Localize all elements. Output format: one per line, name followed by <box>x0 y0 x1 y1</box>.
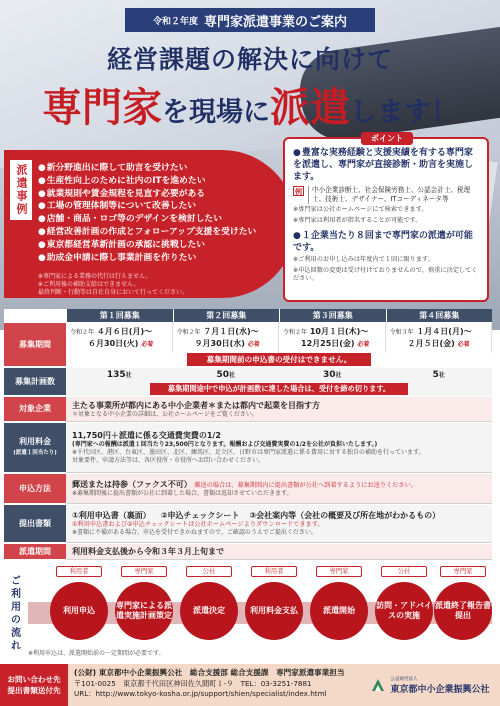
count-unit: 社 <box>125 372 132 379</box>
headline-word-end: します！ <box>350 97 458 128</box>
period-label: 募集期間 <box>4 323 66 367</box>
period-to: ２月５日(金) <box>407 339 455 348</box>
example-label: 例 <box>295 188 302 196</box>
top-banner <box>125 8 375 32</box>
count-unit: 社 <box>438 372 445 379</box>
point-note: ※専門家は利用者が指名することが可能です。 <box>293 216 422 224</box>
fee-label <box>4 423 66 473</box>
fee-row <box>4 423 492 473</box>
period-required: 必着 <box>247 341 260 348</box>
count-value: 135 <box>106 370 126 380</box>
period-era: 令和３年 <box>389 329 414 336</box>
headline-line1: 経営課題の解決に向けて <box>106 45 393 74</box>
point-note: ※専門家は公社ホームページにて検索できます。 <box>293 206 428 213</box>
target-row <box>4 397 492 422</box>
flow-step: 専門家による派遣実施計画策定 <box>115 582 173 640</box>
flow-step: 派遣終了報告書提出 <box>434 582 492 640</box>
docs-cell <box>66 505 492 543</box>
flow-actor: 利用者 <box>251 566 297 577</box>
flow-actor: 公社 <box>186 566 232 577</box>
point-text-2: ● １企業当たり８回まで専門家の派遣が可能です。 <box>293 230 481 254</box>
contact-label-1: お問い合わせ先 <box>7 675 61 684</box>
case-item: ● 助成金申請に際し事業計画を作りたい <box>38 252 256 265</box>
period-era: 令和２年 <box>176 329 201 336</box>
case-item: ● 経営改善計画の作成とフォローアップ支援を受けたい <box>38 226 256 239</box>
headline-line2 <box>0 76 500 133</box>
period-cell <box>66 323 173 353</box>
period-cell <box>279 323 386 353</box>
count-cell <box>173 368 280 382</box>
docs-row <box>4 505 492 543</box>
round-header: 第３回募集 <box>280 309 386 322</box>
round-header: 第１回募集 <box>67 309 173 322</box>
flow-step: 派遣決定 <box>180 582 238 640</box>
count-cell <box>66 368 173 382</box>
period-cell <box>173 323 280 353</box>
banner-year: 令和２年度 <box>152 16 198 27</box>
org-name: 東京都中小企業振興公社 <box>390 684 490 695</box>
org-logo-block <box>360 664 500 706</box>
period-from: １月４日(月)～ <box>416 327 472 336</box>
point-note: ※ご利用のお申し込みは年度内で１回に限ります。 <box>293 256 434 263</box>
flow-actor: 専門家 <box>440 566 486 577</box>
period-to: 12月25日(金) <box>301 339 355 348</box>
count-unit: 社 <box>335 372 342 379</box>
period-from: 10月１日(木)～ <box>309 327 369 336</box>
flow-footnote: ※利用申込は、派遣開始前の一定期間が必要です。 <box>28 650 165 657</box>
docs-sub: ※書類に不備がある場合、申込を受付できかねますので、ご確認のうえでご提出ください。 <box>72 529 317 536</box>
contact-label <box>0 664 68 706</box>
headline-word-to-site: を現場に <box>162 97 270 128</box>
case-item: ● 店舗・商品・ロゴ等のデザインを検討したい <box>38 213 256 226</box>
count-row <box>4 368 492 396</box>
flow-step: 利用料金支払 <box>245 582 303 640</box>
flow-title: ご利用の流れ <box>8 575 20 653</box>
case-item: ● 東京都経営革新計画の承認に挑戦したい <box>38 239 256 252</box>
period-required: 必着 <box>141 341 154 348</box>
period-required: 必着 <box>457 341 470 348</box>
fee-label-main: 利用料金 <box>19 437 51 446</box>
apply-cell <box>66 474 492 504</box>
count-label: 募集計画数 <box>4 368 66 396</box>
cases-note: ※専門家による業務の代行は行えません。 <box>38 273 152 280</box>
period-to: ９月30日(水) <box>194 339 245 348</box>
doc-item: ③会社案内等（会社の概要及び所在地がわかるもの） <box>249 511 441 520</box>
flow-actor: 専門家 <box>316 566 362 577</box>
contact-label-2: 提出書類送付先 <box>7 686 61 695</box>
period-required: 必着 <box>357 341 370 348</box>
org-small: 公益財団法人 <box>390 676 418 682</box>
dispatch-label: 派遣期間 <box>4 544 66 560</box>
flow-actor: 利用者 <box>56 566 102 577</box>
docs-red: ①利用申込書および②申込チェックシートは公社ホームページよりダウンロードできます。 <box>72 521 324 528</box>
dispatch-cell <box>66 544 492 560</box>
count-value: 50 <box>216 370 229 380</box>
count-note: 募集期間途中で申込が計画数に達した場合は、受付を締め切ります。 <box>150 383 408 395</box>
case-item: ● 生産性向上のために社内のITを進めたい <box>38 175 256 188</box>
headline-word-dispatch: 派遣 <box>270 84 350 131</box>
case-item: ● 新分野進出に際して助言を受けたい <box>38 162 256 175</box>
contact-org: (公財) 東京都中小企業振興公社 総合支援部 総合支援課 専門家派遣事業担当 <box>74 668 345 677</box>
fee-main: 11,750円＋派遣に係る交通費実費の1/2 <box>72 431 221 440</box>
contact-address: 〒101-0025 東京都千代田区神田佐久間町１-９ TEL：03-3251-7881 <box>74 678 312 688</box>
cases-label: 派遣事例 <box>10 160 32 220</box>
apply-main: 郵送または持参（ファクス不可） <box>72 480 192 489</box>
period-row <box>4 323 492 367</box>
point-note: ※申込回数の変更は受け付けておりませんので、慎重に決定してください。 <box>293 266 478 282</box>
flow-step: 利用申込 <box>50 582 108 640</box>
apply-label: 申込方法 <box>4 474 66 504</box>
apply-sub: ※募集期間後に提出書類が公社に到着した場合、書類は返却させていただきます。 <box>72 490 293 497</box>
cases-notes <box>38 273 188 297</box>
point-tag: ポイント <box>361 132 413 145</box>
example-text: 中小企業診断士、社会保険労務士、公認会計士、税理士、技術士、デザイナー、ITコーディネータ等 <box>308 186 481 204</box>
case-item: ● 就業規則や賃金規程を見直す必要がある <box>38 188 256 201</box>
period-note: 募集期間前の申込書の受付はできません。 <box>187 353 372 366</box>
flow-step: 派遣開始 <box>310 582 368 640</box>
count-cell <box>279 368 386 382</box>
point-example <box>293 186 481 204</box>
org-logo-icon <box>370 677 386 693</box>
cases-note: 最終判断・行動等は自社自身において行ってください。 <box>38 289 189 296</box>
count-value: 5 <box>432 370 439 380</box>
apply-row <box>4 474 492 504</box>
table-header-row <box>4 309 492 322</box>
docs-label: 提出書類 <box>4 505 66 543</box>
usage-flow <box>4 560 496 660</box>
dispatch-row <box>4 544 492 560</box>
flow-actor: 専門家 <box>121 566 167 577</box>
period-from: ７月１日(水)～ <box>203 327 259 336</box>
round-header: 第４回募集 <box>387 309 493 322</box>
flow-step: 訪問・アドバイスの実施 <box>375 582 433 640</box>
target-main: 主たる事業所が都内にある中小企業者＊または都内で起業を目指す方 <box>72 400 320 410</box>
period-era: 令和２年 <box>283 329 308 336</box>
count-cell <box>386 368 493 382</box>
cases-note: ※ご利用後の補助支給はできません。 <box>38 281 140 288</box>
fee-sub: 対象要件、申請方法等は、各区役所・市役所へお問い合わせください。 <box>72 457 265 464</box>
flow-actor: 公社 <box>381 566 427 577</box>
count-unit: 社 <box>229 372 236 379</box>
target-sub: ＊対象となる中小企業の詳細は、公社ホームページをご覧ください。 <box>72 410 258 418</box>
headline-word-expert: 専門家 <box>42 84 162 131</box>
fee-sub: ※千代田区、港区、台東区、墨田区、北区、練馬区、足立区、日野市は専門家派遣に係る費用に対する独自の補助を行っています。 <box>72 449 425 456</box>
dispatch-cases <box>4 150 296 298</box>
banner-title: 専門家派遣事業のご案内 <box>204 14 348 30</box>
doc-item: ②申込チェックシート <box>160 511 240 520</box>
period-to: ６月30日(火) <box>88 339 139 348</box>
dispatch-main: 利用料金支払後から令和３年３月上旬まで <box>72 547 224 556</box>
count-value: 30 <box>322 370 336 380</box>
contact-url[interactable]: URL：http://www.tokyo-kosha.or.jp/support/shien/specialist/index.html <box>74 689 327 698</box>
cases-list <box>38 162 256 264</box>
period-cell <box>386 323 493 353</box>
apply-red: 郵送の場合は、募集期間内に提出書類が公社へ到着するようにお送りください。 <box>194 482 417 489</box>
target-cell <box>66 397 492 422</box>
point-text-1: ● 豊富な実務経験と支援実績を有する専門家を派遣し、専門家が直接診断・助言を実施します。 <box>293 147 481 183</box>
case-item: ● 工場の管理体制等について改善したい <box>38 200 256 213</box>
target-label: 対象企業 <box>4 397 66 422</box>
fee-line2: (専門家への報酬は派遣１回当たり23,500円となります。報酬および交通費実費の1/2を公社が負担いたします。) <box>72 441 378 448</box>
round-header: 第２回募集 <box>174 309 280 322</box>
period-era: 令和２年 <box>70 329 95 336</box>
contact-details <box>68 664 360 706</box>
period-from: ４月６日(月)～ <box>96 327 153 336</box>
point-box <box>283 134 489 302</box>
table-corner <box>4 309 66 322</box>
info-table <box>4 309 492 597</box>
fee-cell <box>66 423 492 473</box>
contact-footer <box>0 664 500 706</box>
fee-label-sub: (派遣１回当たり) <box>13 450 57 456</box>
doc-item: ①利用申込書（裏面） <box>72 511 151 520</box>
